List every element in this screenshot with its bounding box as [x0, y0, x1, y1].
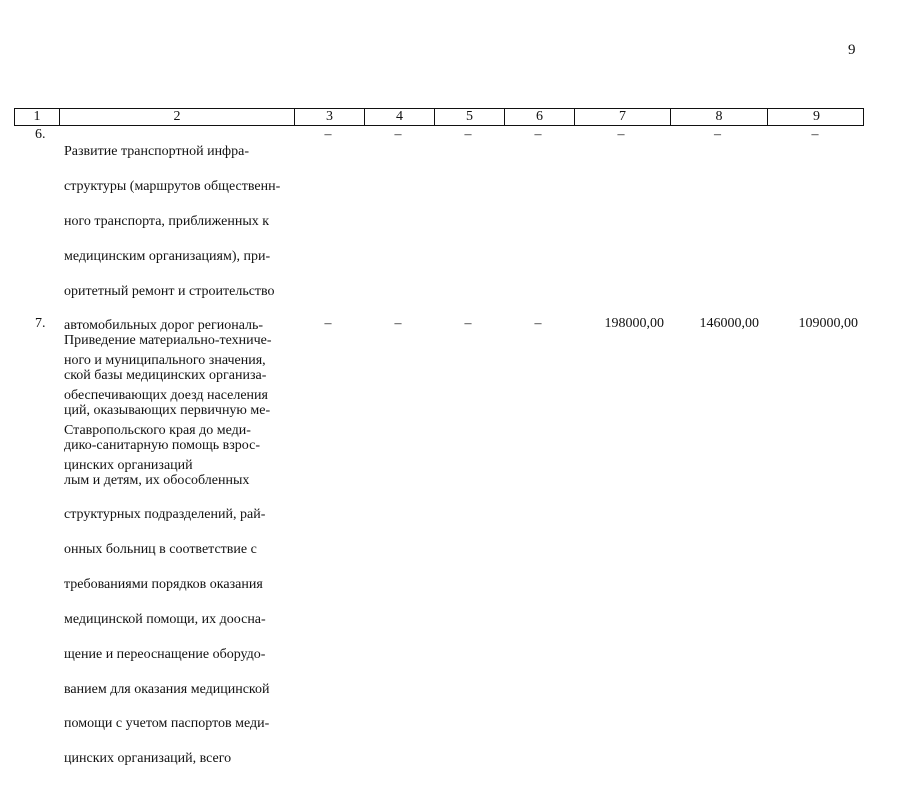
cell-col4: – — [394, 316, 402, 331]
description-line: ской базы медицинских организа- — [64, 368, 267, 384]
description-line: структуры (маршрутов общественн- — [64, 179, 281, 195]
page-number: 9 — [848, 42, 856, 58]
column-header-1: 1 — [33, 109, 41, 124]
cell-col8: 146000,00 — [699, 316, 759, 331]
cell-col9: 109000,00 — [798, 316, 858, 331]
cell-col4: – — [394, 127, 402, 142]
cell-col7: 198000,00 — [604, 316, 664, 331]
description-line: ного и муниципального значения, — [64, 353, 266, 369]
column-header-3: 3 — [294, 109, 364, 125]
column-header-5: 5 — [434, 109, 504, 125]
description-line: медицинским организациям), при- — [64, 248, 271, 264]
cell-col9: – — [811, 127, 819, 142]
cell-col7: – — [617, 127, 625, 142]
column-header-9: 9 — [767, 109, 865, 125]
description-line: ного транспорта, приближенных к — [64, 214, 270, 230]
description-line: помощи с учетом паспортов меди- — [64, 716, 270, 732]
description-line: Развитие транспортной инфра- — [64, 144, 250, 160]
cell-col5: – — [464, 127, 472, 142]
description-line: структурных подразделений, рай- — [64, 507, 266, 523]
description-line: лым и детям, их обособленных — [64, 472, 250, 488]
cell-col6: – — [534, 127, 542, 142]
cell-col5: – — [464, 316, 472, 331]
description-line: цинских организаций, всего — [64, 751, 232, 767]
description-line: дико-санитарную помощь взрос- — [64, 437, 261, 453]
row-number: 7. — [35, 316, 46, 331]
cell-col8: – — [714, 127, 721, 142]
table-header-row — [14, 108, 864, 126]
description-line: обеспечивающих доезд населения — [64, 388, 268, 404]
cell-col3: – — [324, 316, 332, 331]
row-number: 6. — [35, 127, 46, 142]
description-line: Приведение материально-техниче- — [64, 333, 272, 349]
description-line: ций, оказывающих первичную ме- — [64, 403, 271, 419]
description-line: оритетный ремонт и строительство — [64, 283, 275, 299]
description-line: автомобильных дорог региональ- — [64, 318, 264, 334]
description-line: щение и переоснащение оборудо- — [64, 646, 266, 662]
column-header-2: 2 — [59, 109, 294, 125]
description-line: требованиями порядков оказания — [64, 577, 263, 593]
cell-col6: – — [534, 316, 542, 331]
cell-col3: – — [324, 127, 332, 142]
column-header-7: 7 — [574, 109, 670, 125]
column-header-4: 4 — [364, 109, 434, 125]
row-description — [64, 315, 286, 785]
description-line: Ставропольского края до меди- — [64, 422, 251, 438]
description-line: цинских организаций — [64, 457, 193, 473]
column-header-6: 6 — [504, 109, 574, 125]
column-header-8: 8 — [670, 109, 767, 125]
description-line: медицинской помощи, их дооснa- — [64, 611, 266, 627]
description-line: онных больниц в соответствие с — [64, 542, 257, 558]
description-line: ванием для оказания медицинской — [64, 681, 270, 697]
